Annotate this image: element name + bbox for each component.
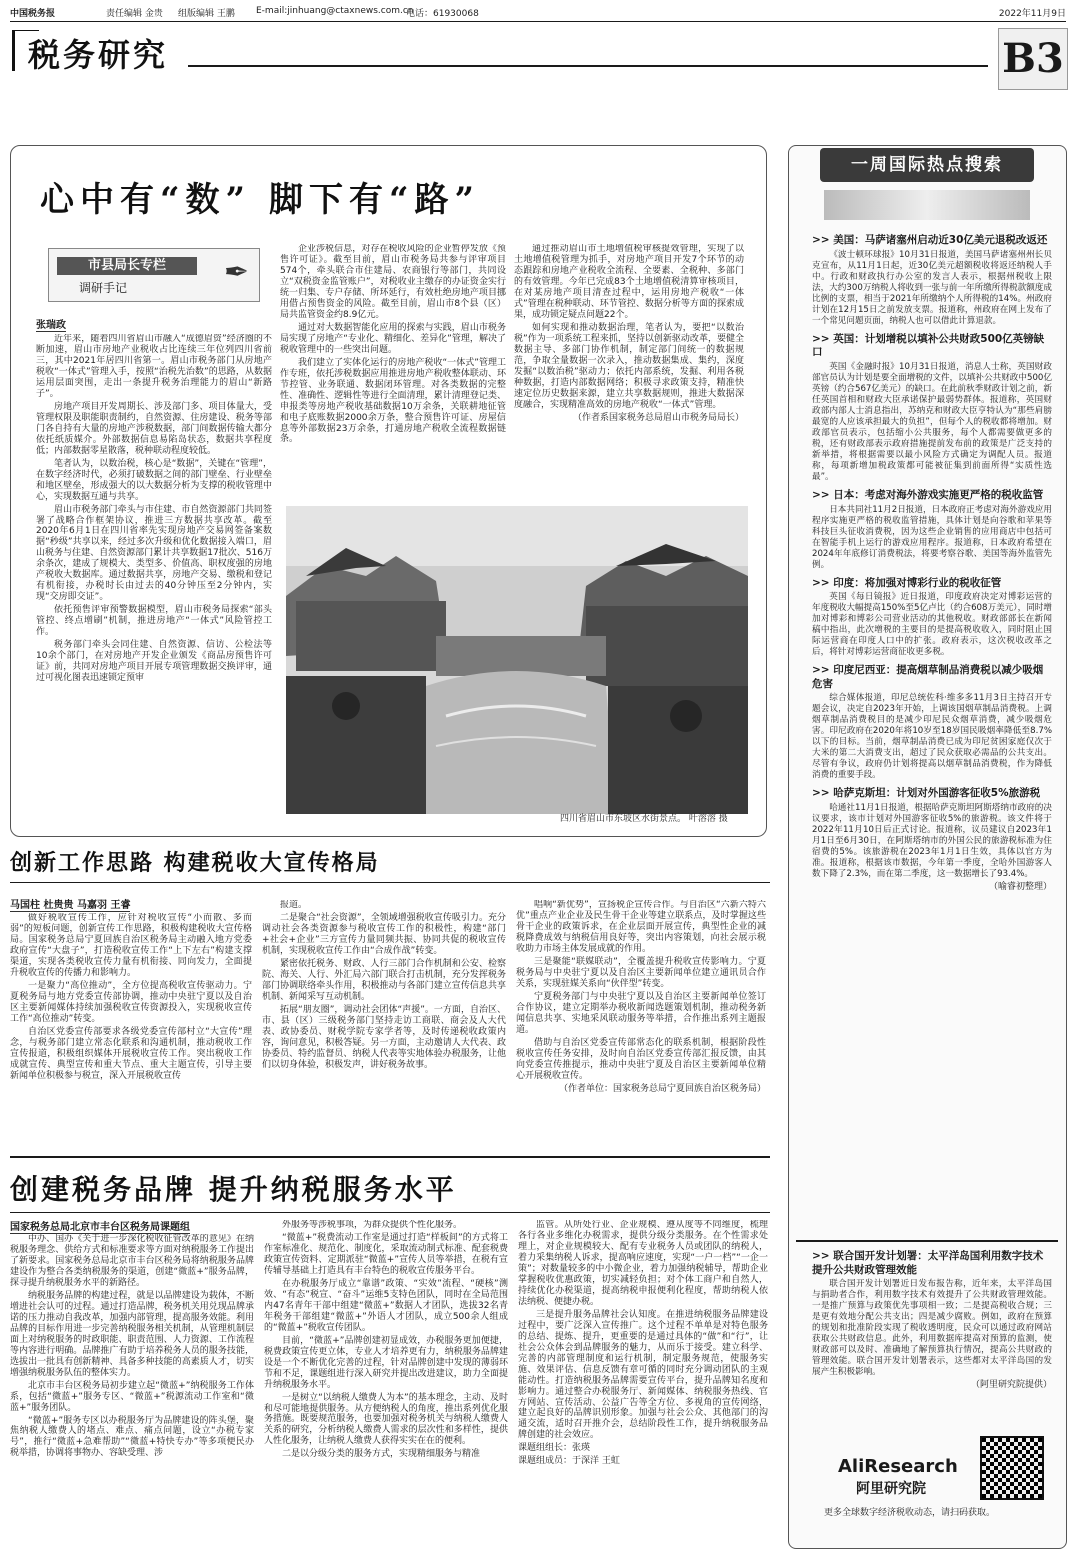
chevron-right-icon: >> [812,1250,834,1262]
paragraph: 二是聚合“社会资源”，全领域增强税收宣传吸引力。充分调动社会各类资源参与税收宣传工作的积极性，构建“部门+社会+企业”三方宣传力量同频共振、协同共促的税收宣传机制，实现税收宣传工作由“合成作战”转变。 [262,912,506,956]
paragraph: 税务部门牵头会同住建、自然资源、信访、公检法等10余个部门，在对房地产开发企业颁发《商品房预售许可证》前，共同对房地产项目开展专项管理数据交换评审，通过可视化图表迅速锁定预审 [36,640,272,684]
paragraph: 监管。从所处行业、企业规模、遵从度等不同维度，梳理各行各业多维化办税需求，提供分级分类服务。在个性需求处理上，对企业规模较大、配有专业税务人员或团队的纳税人，着力采集纳税人诉求，提高响应速度，实现“一户一档”“一企一策”；对数量较多的中小微企业，着力加强纳税辅导，帮助企业掌握税收优惠政策，切实减轻负担；对个体工商户和自然人，持续优化办税渠道，提高纳税申报便利化程度，帮助纳税人依法纳税、便捷办税。 [518,1220,768,1307]
news-title: 印度尼西亚：提高烟草制品消费税以减少吸烟危害 [812,664,1044,690]
news-body: 哈通社11月1日报道，根据哈萨克斯坦阿斯塔纳市政府的决议要求，该市计划对外国游客征收5%的旅游税。该文件将于2022年11月10日后正式讨论。报道称，议员建议自2023年1月1日至6月30日，在阿斯塔纳市的外国公民的旅游税标准为住宿费的5%。该旅游税在2023年1月1日生效，具体以官方为准。报道称，根据该市数据，今年第一季度，全哈外国游客人数下降了2.3%，而在第二季度，这一数据增长了93.4%。 [812,803,1052,880]
phone: 电话：61930068 [406,9,479,19]
article2-col1 [10,913,252,1145]
ali-slogan: 更多全球数字经济税收动态，请扫码获取。 [824,1508,996,1518]
editor: 责任编辑 金贵 [106,9,163,19]
news-item [812,664,1052,781]
chevron-right-icon: >> [812,664,834,677]
news-item [812,489,1052,571]
news-title: 日本：考虑对海外游戏实施更严格的税收监管 [833,488,1044,501]
paragraph: 宁夏税务部门与中央驻宁夏以及自治区主要新闻单位签订合作协议，建立定期举办税收新闻选题策划机制，推动税务新闻信息共享、实地采风联动服务等举措，合作推出系列主题报道。 [516,991,766,1035]
paragraph: 中办、国办《关于进一步深化税收征管改革的意见》在纳税服务理念、供给方式和标准要求等方面对纳税服务工作提出了新要求。国家税务总局北京市丰台区税务局将纳税服务品牌建设作为整合各类纳税服务的渠道，创建“微蓝+”服务品牌，探寻提升纳税服务水平的新路径。 [10,1234,254,1288]
news-body: 综合媒体报道，印尼总统佐科·维多多11月3日主持召开专题会议，决定自2023年开始，上调该国烟草制品消费税。上调烟草制品消费税目的是减少印尼民众烟草消费，减少吸烟危害。印尼政府在2020年将10岁至18岁国民吸烟率降低至8.7%以下的目标。当前，烟草制品消费已成为印尼贫困家庭仅次于大米的第二大消费支出，超过了民众获取必需品的公共支出。尽管有争议，政府仍计划将提高以烟草制品消费税，作为降低消费的重要手段。 [812,693,1052,781]
paper-name: 中国税务报 [10,9,56,19]
paragraph: 房地产项目开发周期长、涉及部门多、项目体量大，受管理权限及职能职责制约，自然资源、住房建设、税务等部门各自持有大量的房地产涉税数据，部门间数据传输大都分依托纸质媒介。外部数据信息易陷岛状态，数据共享程度低；内部数据零星散落，税种联动程度较低。 [36,401,272,456]
photo-caption: 四川省眉山市东坡区水街景点。 叶溶溶 摄 [560,814,728,824]
news-body: 《波士顿环球报》10月31日报道，美国马萨诸塞州州长贝克宣布，从11月1日起，近30亿美元超额税收将返还纳税人手中。行政和财政执行办公室的发言人表示，根据州税收上限法，大约300万纳税人将收到一张与前一年所缴所得税款额度成比例的支票，相当于2021年所缴纳个人所得税的14%。州政府计划在12月15日之前发放支票。报道称，州政府在网上发布了一个常见问题页面，纳税人也可以借此计算退款。 [812,249,1052,326]
sidebar-news-list [812,228,1052,1228]
paragraph: 一是树立“以纳税人缴费人为本”的基本理念，主动、及时和尽可能地提供服务。从方便纳税人的角度，推出系列优化服务措施。既要规范服务，也要加强对税务机关与纳税人缴费人关系的研究，分析纳税人缴费人需求的层次性和多样性，提供人性化服务，让纳税人缴费人获得实实在在的便利。 [264,1392,508,1447]
news-item [812,234,1052,327]
paragraph: 报道。 [280,900,308,910]
sidebar-divider [796,1240,1058,1242]
paragraph: 在办税服务厅成立“靠谱”政策、“实效”流程、“硬核”测效、“有态”税宣、“奋斗”运维5支特色团队，同时在全局范围内47名青年干部中组建“微蓝+”数据人才团队，选拔32名青年税务干部组建“微蓝+”外语人才团队，成立500余人组成的“微蓝+”税收宣传团队。 [264,1278,508,1333]
article1-col2 [280,244,506,492]
paragraph: 紧密依托税务、财政、人行三部门合作机制和公安、检察院、海关、人行、外汇局六部门联合打击机制，充分发挥税务部门协调联络牵头作用，积极推动与各部门建立宣传信息共享机制、新闻采写互动机制。 [262,958,506,1002]
masthead-bar [10,6,1066,20]
column-sublabel: 调研手记 [79,281,128,295]
paragraph: 一是聚力“高位推动”，全方位提高税收宣传驱动力。宁夏税务局与地方党委宣传部协调，推动中央驻宁夏以及自治区主要新闻媒体持续加强税收宣传资源投入，实现税收宣传工作“高位推动”转变。 [10,980,252,1024]
sidebar-last-item [812,1244,1052,1434]
paragraph: 自治区党委宣传部要求各级党委宣传部村立“大宣传”理念，与税务部门建立常态化联系和沟通机制，推动税收工作宣传报道，积极组织媒体开展税收宣传工作。突出税收工作成就宣传、典型宣传和重大节点、重大主题宣传，引导主要新闻单位积极参与税宣，深入开展税收宣传 [10,1026,252,1081]
section-rule [188,65,988,67]
news-body: 英国《每日镜报》近日报道，印度政府决定对博彩运营的年度税收大幅提高150%至5亿卢比（约合608万美元），同时增加对博彩和博彩公司营业活动的其他税收。财政部部长在新闻稿中指出，此次增税的主要目的是提高税收收入，同时阻止国际运营商在印度人口中的扩张。政府表示，这次税收改革之后，将针对博彩运营商征收更多税。 [812,592,1052,658]
credit: （喻睿初整理） [988,882,1052,893]
news-item [812,787,1052,880]
ali-logo-cn: 阿里研究院 [856,1481,926,1497]
email: E-mail:jinhuang@ctaxnews.com.cn [256,6,414,16]
article2-title: 创新工作思路 构建税收大宣传格局 [10,850,380,876]
paragraph: 北京市丰台区税务局初步建立起“微蓝+”纳税服务工作体系，包括“微蓝+”服务专区、“微蓝+”税源流动工作室和“微蓝+”服务团队。 [10,1380,254,1413]
paragraph: 三是提升服务品牌社会认知度。在推进纳税服务品牌建设过程中，要广泛深入宣传推广。这个过程不单单是对特色服务的总结、提炼、提升，更重要的是通过具体的“做”和“行”，让社会公众体会到品牌服务的魅力，从而乐于接受。建立科学、完善的内部管理制度和运行机制，制定服务规范，使服务实施、效果评估、信息反馈有章可循的同时充分调动团队的主观能动性。打造纳税服务品牌需要宣传平台，提升品牌知名度和影响力。通过整合办税服务厅、新闻媒体、纳税服务热线、官方网站、宣传活动、公益广告等全方位、多视角的宣传网络，建立起良好的品牌识别形象。加强与社会公众、其他部门的沟通交流，适时召开推介会，总结阶段性工作，提升纳税服务品牌创建的社会效应。 [518,1309,768,1441]
article2-rule [10,882,770,883]
paragraph: 三是聚能“联媒联动”，全覆盖提升税收宣传影响力。宁夏税务局与中央驻宁夏以及自治区主要新闻单位建立通讯员合作关系，实现驻媒关系向“伙伴型”转变。 [516,956,766,989]
paragraph: 我们建立了实体化运行的房地产税收“一体式”管理工作专班，依托涉税数据应用推进房地产税收整体联动、环节控管、业务联通、数据闭环管理。对各类数据的完整性、准确性、逻辑性等进行全面清理，累计清理登记类、申报类等房地产税收基础数据10万余条，关联耕地征管和电子底账数据2000余万条，整合预售许可证、房屋信息等外部数据23万余条，打通房地产税收全流程数据链条。 [280,357,506,445]
ali-logo: AliResearch [838,1456,958,1477]
article3-col1 [10,1234,254,1546]
paragraph: 近年来，随着四川省眉山市融入“成德眉资”经济圈的不断加速，眉山市房地产业税收占比连续三年位列四川省前三，其中2021年居四川省第一。眉山市税务部门从房地产税收“一体式”管理入手，按照“治税先治数”的思路，从数据运用层面突围，走出一条提升税务治理能力的眉山“新路子”。 [36,334,272,399]
paragraph: 通过对大数据智能化应用的探索与实践，眉山市税务局实现了房地产“专业化、精细化、差异化”管理，解决了税收管理中的一些突出问题。 [280,322,506,355]
paragraph: 通过推动眉山市土地增值税审核提效管理，实现了以土地增值税管理为抓手，对房地产项目开发7个环节的动态跟踪和房地产业税收全流程、全要素、全税种、多部门的有效管理。今年已完成83个土地增值税清算审核项目，在对某房地产项目清查过程中，运用房地产税收“一体式”管理在税种联动、环节管控、数据分析等方面的探索成果，成功锁定疑点问题22个。 [514,244,744,320]
news-title: 哈萨克斯坦：计划对外国游客征收5%旅游税 [833,787,1041,800]
paragraph: “微蓝+”服务专区以办税服务厅为品牌建设的阵头堡，聚焦纳税人缴费人的堵点、难点、痛点问题，设立“办税专家号”，推行“微蓝+急难帮助”“微蓝+特快专办”等多项便民办税举措，协调将事物办、容缺受理、涉 [10,1415,254,1459]
date: 2022年11月9日 [998,9,1066,19]
news-body: 联合国开发计划署近日发布报告称，近年来，太平洋岛国与捐助者合作，利用数字技术有效提升了公共财政管理效能。一是推广预算与政策优先事项相一致；二是提高税收合规；三是更有效地分配公共支出；四是减少腐败。例如，政府在预算的规划和批准阶段实现了税收透明度，民众可以通过政府网站获取公共财政信息。此外，利用数据库提高对预算的监测，使财政部可以及时、准确地了解预算执行情况，提高公共财政的管理效能。联合国开发计划署表示，这些都对太平洋岛国的发展产生积极影响。 [812,1279,1052,1378]
pen-icon: ✒ [223,255,249,290]
paragraph: 借助与自治区党委宣传部常态化的联系机制，根据阶段性税收宣传任务安排，及时向自治区党委宣传部汇报反馈，由其向党委宣传推提示，推动中央驻宁夏及自治区主要新闻单位精心开展税收宣传。 [516,1037,766,1081]
paragraph: 企业涉税信息，对存在税收风险的企业暂停发放《预售许可证》。截至目前，眉山市税务局共参与评审项目574个，牵头联合市住建局、农商银行等部门，共同设立“双税资金监管账户”，对税收业主缴存的办证资金实行统一归集、专户存储、所环延行，有效杜绝房地产项目挪用借占预售资金的风险。截至目前，眉山市8个县（区）局共监管资金约8.9亿元。 [280,244,506,320]
article3-col3 [518,1220,768,1546]
article1-col3 [514,244,744,494]
article1-col1 [36,334,272,830]
author-note: （作者单位：国家税务总局宁夏回族自治区税务局） [558,1083,766,1094]
news-title: 英国：计划增税以填补公共财政500亿英镑缺口 [812,332,1045,359]
chevron-right-icon: >> [812,576,834,589]
article3-author: 国家税务总局北京市丰台区税务局课题组 [10,1218,190,1234]
chevron-right-icon: >> [812,332,834,345]
news-body: 英国《金融时报》10月31日报道，消息人士称，英国财政部官员认为计划是要全面增税的文件，以填补公共财政中500亿英镑（约合567亿美元）的缺口。在此前秋季财政计划之前，新任英国首相和财政大臣承诺保护最弱势群体。报道称，英国财政部内部人士消息指出，苏纳克和财政大臣亨特认为“那些肩膀最宽的人应该承担最大的负担”，但每个人的税收都将增加。财政部官员表示，包括缩小公共服务，每个人都需要做更多的税，还有财政部表示政府措施提前发布前的政策是广泛支持的新举措，将根据需要以最小风险方式确定为调配人员。报道称，每项新增加税政策都可能被征集到前面所得“实质性选最”。 [812,361,1052,482]
news-body: 日本共同社11月2日报道，日本政府正考虑对海外游戏应用程序实施更严格的税收监管措施，具体计划是向谷歌和苹果等科技巨头征收消费税，因为这些企业销售的应用商店中包括可在智能手机上运行的游戏应用程序。报道称，日本政府希望在2024年年底修订消费税法，将要考察谷歌、美国等海外监管先例。 [812,504,1052,570]
paragraph: 二是以分级分类的服务方式，实现精细服务与精准 [282,1449,481,1460]
article1-author: 张瑞政 [36,316,66,332]
news-item [812,577,1052,659]
column-badge [48,248,260,302]
paragraph: 如何实现和推动数据治理，笔者认为，要把“以数治税”作为一项系统工程来抓，坚持以创新驱动改革，要健全数据主导、多部门协作机制，制定部门间统一的数据规范，争取全量数据一次录入，推动数据集成、集约，深度发掘“以数治税”驱动力；依托内部系统，发掘、利用各税种数据，打造内部数据网络；积极寻求政策支持，精准快速定位历史数据来源，建立共享数据规则，推进大数据深度融合，实现精准高效的房地产税收“一体式”管理。 [514,322,744,410]
paragraph: 依托预售评审预警数据模型，眉山市税务局探索“部头管控、终点增刷”机制，推进房地产“一体式”风险管控工作。 [36,605,272,638]
chevron-right-icon: >> [812,234,834,246]
top-rule [10,21,1066,22]
group-leader: 课题组组长：张瑛 [518,1443,591,1454]
article2-col3 [516,900,766,1145]
paragraph: 眉山市税务部门牵头与市住建、市自然资源部门共同签署了战略合作框架协议，推进三方数据共享改革。截至2020年6月1日在四川省率先实现房地产交易网签备案数据“秒级”共享以来，经过多次升级和优化数据接入端口，眉山税务与住建、自然资源部门累计共享数据17批次、516万余条次，建成了规模大、类型多、价值高、职权度强的房地产税收大数据库。通过数据共享，房地产交易、缴税和登记有机衔接，办税时长由过去的40分钟压至2分钟内，实现“交房即交证”。 [36,504,272,603]
article3-rule [10,1212,770,1213]
article1-title: 心中有“数” 脚下有“路” [40,180,481,220]
news-title: 印度：将加强对博彩行业的税收征管 [833,576,1002,589]
news-item [812,333,1052,483]
article2-col2 [262,900,506,1145]
article3-col2 [264,1220,508,1546]
section-title: 税务研究 [28,36,169,74]
paragraph: 纳税服务品牌的构建过程，就是以品牌建设为载体，不断增进社会认可的过程。通过打造品牌，税务机关用兑现品牌承诺的压力推动自我改革，加强内部管理，提高服务效能。利用品牌的目标作用进一步完善纳税服务相关机制，从管理机制层面上对纳税服务的时政职能、职责范围、人力资源、工作流程等内容进行明确。品牌推广有助于培养税务人员的服务技能，选拔出一批具有创新精神、具备多种技能的高素质人才，切实增强纳税服务队伍的整体实力。 [10,1290,254,1378]
paragraph: 做好税收宣传工作，应针对税收宣传“小而散、多而弱”的短板问题，创新宣传工作思路，积极构建税收大宣传格局。国家税务总局宁夏回族自治区税务局主动融入地方党委政府宣传“大盘子”，打造税收宣传工作“上下左右”构建支撑渠道，实现各类税收宣传力量有机衔接、同向发力，全面提升税收宣传的传播力和影响力。 [10,913,252,978]
article3-top-rule [10,1156,770,1158]
paragraph: 拓展“朋友圈”，调动社会团体“声援”。一方面，自治区、市、县（区）三级税务部门坚持走访工商联、商会及人大代表、政协委员、财税学院专家学者等，及时传递税收政策内容，询问意见，积极答疑。另一方面，主动邀请人大代表、政协委员、特约监督员、纳税人代表等实地体验办税服务，让他们以切身体验，积极发声，讲好税务故事。 [262,1004,506,1070]
news-title: 美国：马萨诸塞州启动近30亿美元退税改返还 [833,234,1048,246]
sidebar-banner: 一周国际热点搜索 [820,148,1034,182]
paragraph: 唱响“新优势”，宣扬税企宣传合作。与自治区“六新六特六优”重点产业企业及民生骨干企业等建立联系点，及时掌握这些骨干企业的政策诉求，在企业层面开展宣传，典型性企业的减税降费成效与纳税信用良好等，突出内容策划，向社会展示税收助力市场主体发展成就的作用。 [516,900,766,954]
paragraph: “微蓝+”税费流动工作室是通过打造“样板间”的方式将工作室标准化、规范化、制度化，采取流动制式标准、配套税费政策宣传资料、定期派驻“微蓝+”宣传人员等举措，在税有宣传辅导基础上打造具有丰台特色的税收宣传服务平台。 [264,1232,508,1276]
page-number: B3 [998,28,1068,90]
group-members: 课题组成员：于深洋 王虹 [518,1456,620,1467]
author-note: （作者系国家税务总局眉山市税务局局长） [572,412,744,423]
news-title: 联合国开发计划署：太平洋岛国利用数字技术提升公共财政管理效能 [812,1250,1044,1276]
chevron-right-icon: >> [812,787,834,800]
qr-code-icon[interactable] [980,1436,1044,1500]
paragraph: 笔者认为，以数治税，核心是“数据”，关键在“管理”，在数字经济时代，必须打破数据之间的部门壁垒、行业壁垒和地区壁垒，形成强大的以大数据分析为支撑的税收管理中心，实现数据互通与共享。 [36,458,272,502]
paragraph: 目前，“微蓝+”品牌创建初显成效，办税服务更加便捷，税费政策宣传更立体，专业人才培养更有力，纳税服务品牌建设是一个不断优化完善的过程，针对品牌创建中发现的薄弱环节和不足，课题组进行深入研究并提出改进建议，助力全面提升纳税服务水平。 [264,1335,508,1390]
article2-author: 马国柱 杜贵贵 马嘉羽 王睿 [10,896,130,912]
photo-illustration [286,506,748,814]
banner-decoration [824,190,1030,220]
chevron-right-icon: >> [812,488,834,501]
paragraph: 外服务等涉税事项，为群众提供个性化服务。 [282,1220,463,1230]
column-label: 市县局长专栏 [57,257,197,275]
photo-water-street [286,506,748,814]
credit: （阿里研究院提供） [970,1380,1052,1391]
layout-editor: 组版编辑 王鹏 [178,9,235,19]
article3-title: 创建税务品牌 提升纳税服务水平 [10,1173,457,1206]
